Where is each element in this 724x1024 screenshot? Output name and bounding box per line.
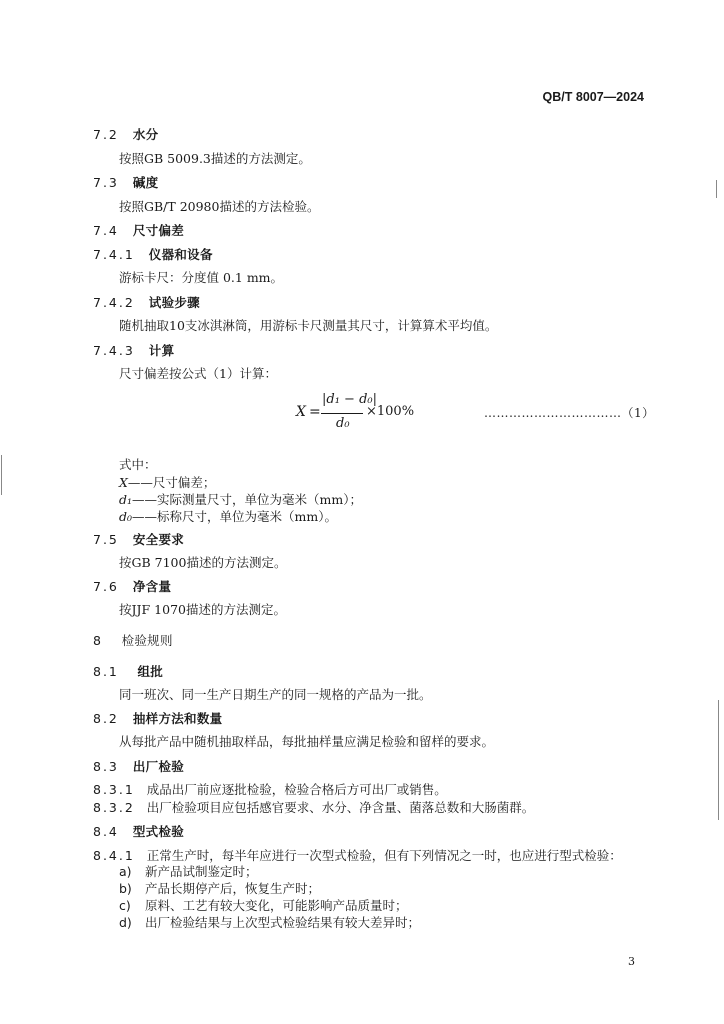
section-7-3-heading [93, 173, 158, 191]
formula-lhs: X [296, 404, 306, 420]
section-number: 8.3.1 [93, 782, 135, 797]
section-title: 型式检验 [132, 824, 185, 839]
where-symbol: d₀ [119, 509, 133, 524]
section-text: 正常生产时，每半年应进行一次型式检验，但有下列情况之一时，也应进行型式检验： [146, 848, 622, 863]
section-text: 成品出厂前应逐批检验，检验合格后方可出厂或销售。 [146, 782, 447, 797]
list-marker: d) [119, 915, 132, 930]
section-number: 7.2 [93, 127, 119, 142]
section-7-3-text: 按照GB/T 20980描述的方法检验。 [119, 199, 320, 214]
section-title: 组批 [137, 664, 164, 679]
section-title: 碱度 [132, 175, 159, 190]
fraction-bar [321, 413, 363, 414]
formula-numerator: |d₁ − d₀| [322, 392, 377, 407]
section-title: 尺寸偏差 [132, 223, 185, 238]
section-title: 仪器和设备 [148, 247, 213, 262]
section-7-4-3-heading [93, 341, 174, 359]
section-number: 7.4 [93, 223, 119, 238]
section-number: 8.2 [93, 711, 119, 726]
section-number: 7.4.2 [93, 295, 135, 310]
section-7-4-2-text: 随机抽取10支冰淇淋筒，用游标卡尺测量其尺寸，计算算术平均值。 [119, 318, 498, 333]
section-8-3-heading [93, 757, 184, 775]
section-8-3-1 [93, 780, 447, 798]
scan-artifact [716, 180, 717, 198]
scan-artifact [1, 455, 2, 495]
where-intro: 式中： [119, 457, 157, 472]
section-number: 8.4.1 [93, 848, 135, 863]
list-item-a [119, 862, 258, 880]
where-desc: ——标称尺寸，单位为毫米（mm）。 [132, 509, 337, 524]
standard-number: QB/T 8007—2024 [542, 90, 644, 104]
section-8-1-heading [93, 662, 163, 680]
section-8-3-2 [93, 798, 534, 816]
section-number: 7.5 [93, 532, 119, 547]
where-item-x [119, 473, 215, 491]
page-number: 3 [628, 955, 635, 968]
list-item-b [119, 879, 320, 897]
section-title: 计算 [148, 343, 175, 358]
section-8-2-text: 从每批产品中随机抽取样品，每批抽样量应满足检验和留样的要求。 [119, 734, 495, 749]
section-title: 净含量 [132, 579, 172, 594]
section-title: 试验步骤 [148, 295, 200, 310]
section-7-4-2-heading [93, 293, 200, 311]
section-7-4-1-text: 游标卡尺：分度值 0.1 mm。 [119, 270, 284, 285]
section-7-2-heading [93, 125, 158, 143]
section-number: 7.4.1 [93, 247, 135, 262]
section-7-4-3-text: 尺寸偏差按公式（1）计算： [119, 366, 277, 381]
scan-artifact [718, 700, 719, 820]
list-text: 出厂检验结果与上次型式检验结果有较大差异时； [145, 915, 421, 930]
where-desc: ——实际测量尺寸，单位为毫米（mm）； [132, 492, 362, 507]
section-title: 出厂检验 [132, 759, 185, 774]
list-text: 产品长期停产后，恢复生产时； [145, 881, 321, 896]
formula-multiplier: ×100% [366, 404, 415, 419]
section-7-4-heading [93, 221, 184, 239]
section-8-1-text: 同一班次、同一生产日期生产的同一规格的产品为一批。 [119, 687, 432, 702]
list-marker: c) [119, 898, 131, 913]
section-number: 8 [93, 633, 103, 648]
section-number: 8.3 [93, 759, 119, 774]
section-8-2-heading [93, 709, 222, 727]
section-title: 检验规则 [121, 633, 173, 648]
section-7-6-heading [93, 577, 171, 595]
section-8-heading [93, 631, 173, 649]
where-desc: ——尺寸偏差； [127, 475, 216, 490]
list-item-c [119, 896, 408, 914]
section-title: 抽样方法和数量 [132, 711, 223, 726]
formula-denominator: d₀ [336, 416, 350, 431]
section-7-2-text: 按照GB 5009.3描述的方法测定。 [119, 151, 311, 166]
formula-dots: …………………………… [484, 406, 622, 420]
section-7-5-heading [93, 530, 184, 548]
section-number: 8.1 [93, 664, 119, 679]
section-title: 安全要求 [132, 532, 185, 547]
formula-label: （1） [621, 406, 655, 420]
where-symbol: X [119, 475, 128, 490]
formula-equals: = [309, 404, 321, 420]
list-marker: b) [119, 881, 132, 896]
section-7-6-text: 按JJF 1070描述的方法测定。 [119, 602, 286, 617]
section-7-4-1-heading [93, 245, 213, 263]
section-text: 出厂检验项目应包括感官要求、水分、净含量、菌落总数和大肠菌群。 [146, 800, 535, 815]
where-symbol: d₁ [119, 492, 133, 507]
list-marker: a) [119, 864, 132, 879]
list-item-d [119, 913, 420, 931]
section-number: 7.6 [93, 579, 119, 594]
list-text: 新产品试制鉴定时； [145, 864, 258, 879]
section-8-4-heading [93, 822, 184, 840]
section-number: 7.4.3 [93, 343, 135, 358]
section-number: 8.4 [93, 824, 119, 839]
section-7-5-text: 按GB 7100描述的方法测定。 [119, 555, 287, 570]
section-number: 7.3 [93, 175, 119, 190]
formula-leader-and-label [484, 404, 655, 421]
formula-1 [296, 392, 496, 438]
where-item-d1 [119, 490, 362, 508]
section-number: 8.3.2 [93, 800, 135, 815]
list-text: 原料、工艺有较大变化，可能影响产品质量时； [145, 898, 408, 913]
section-title: 水分 [132, 127, 159, 142]
where-item-d0 [119, 507, 337, 525]
